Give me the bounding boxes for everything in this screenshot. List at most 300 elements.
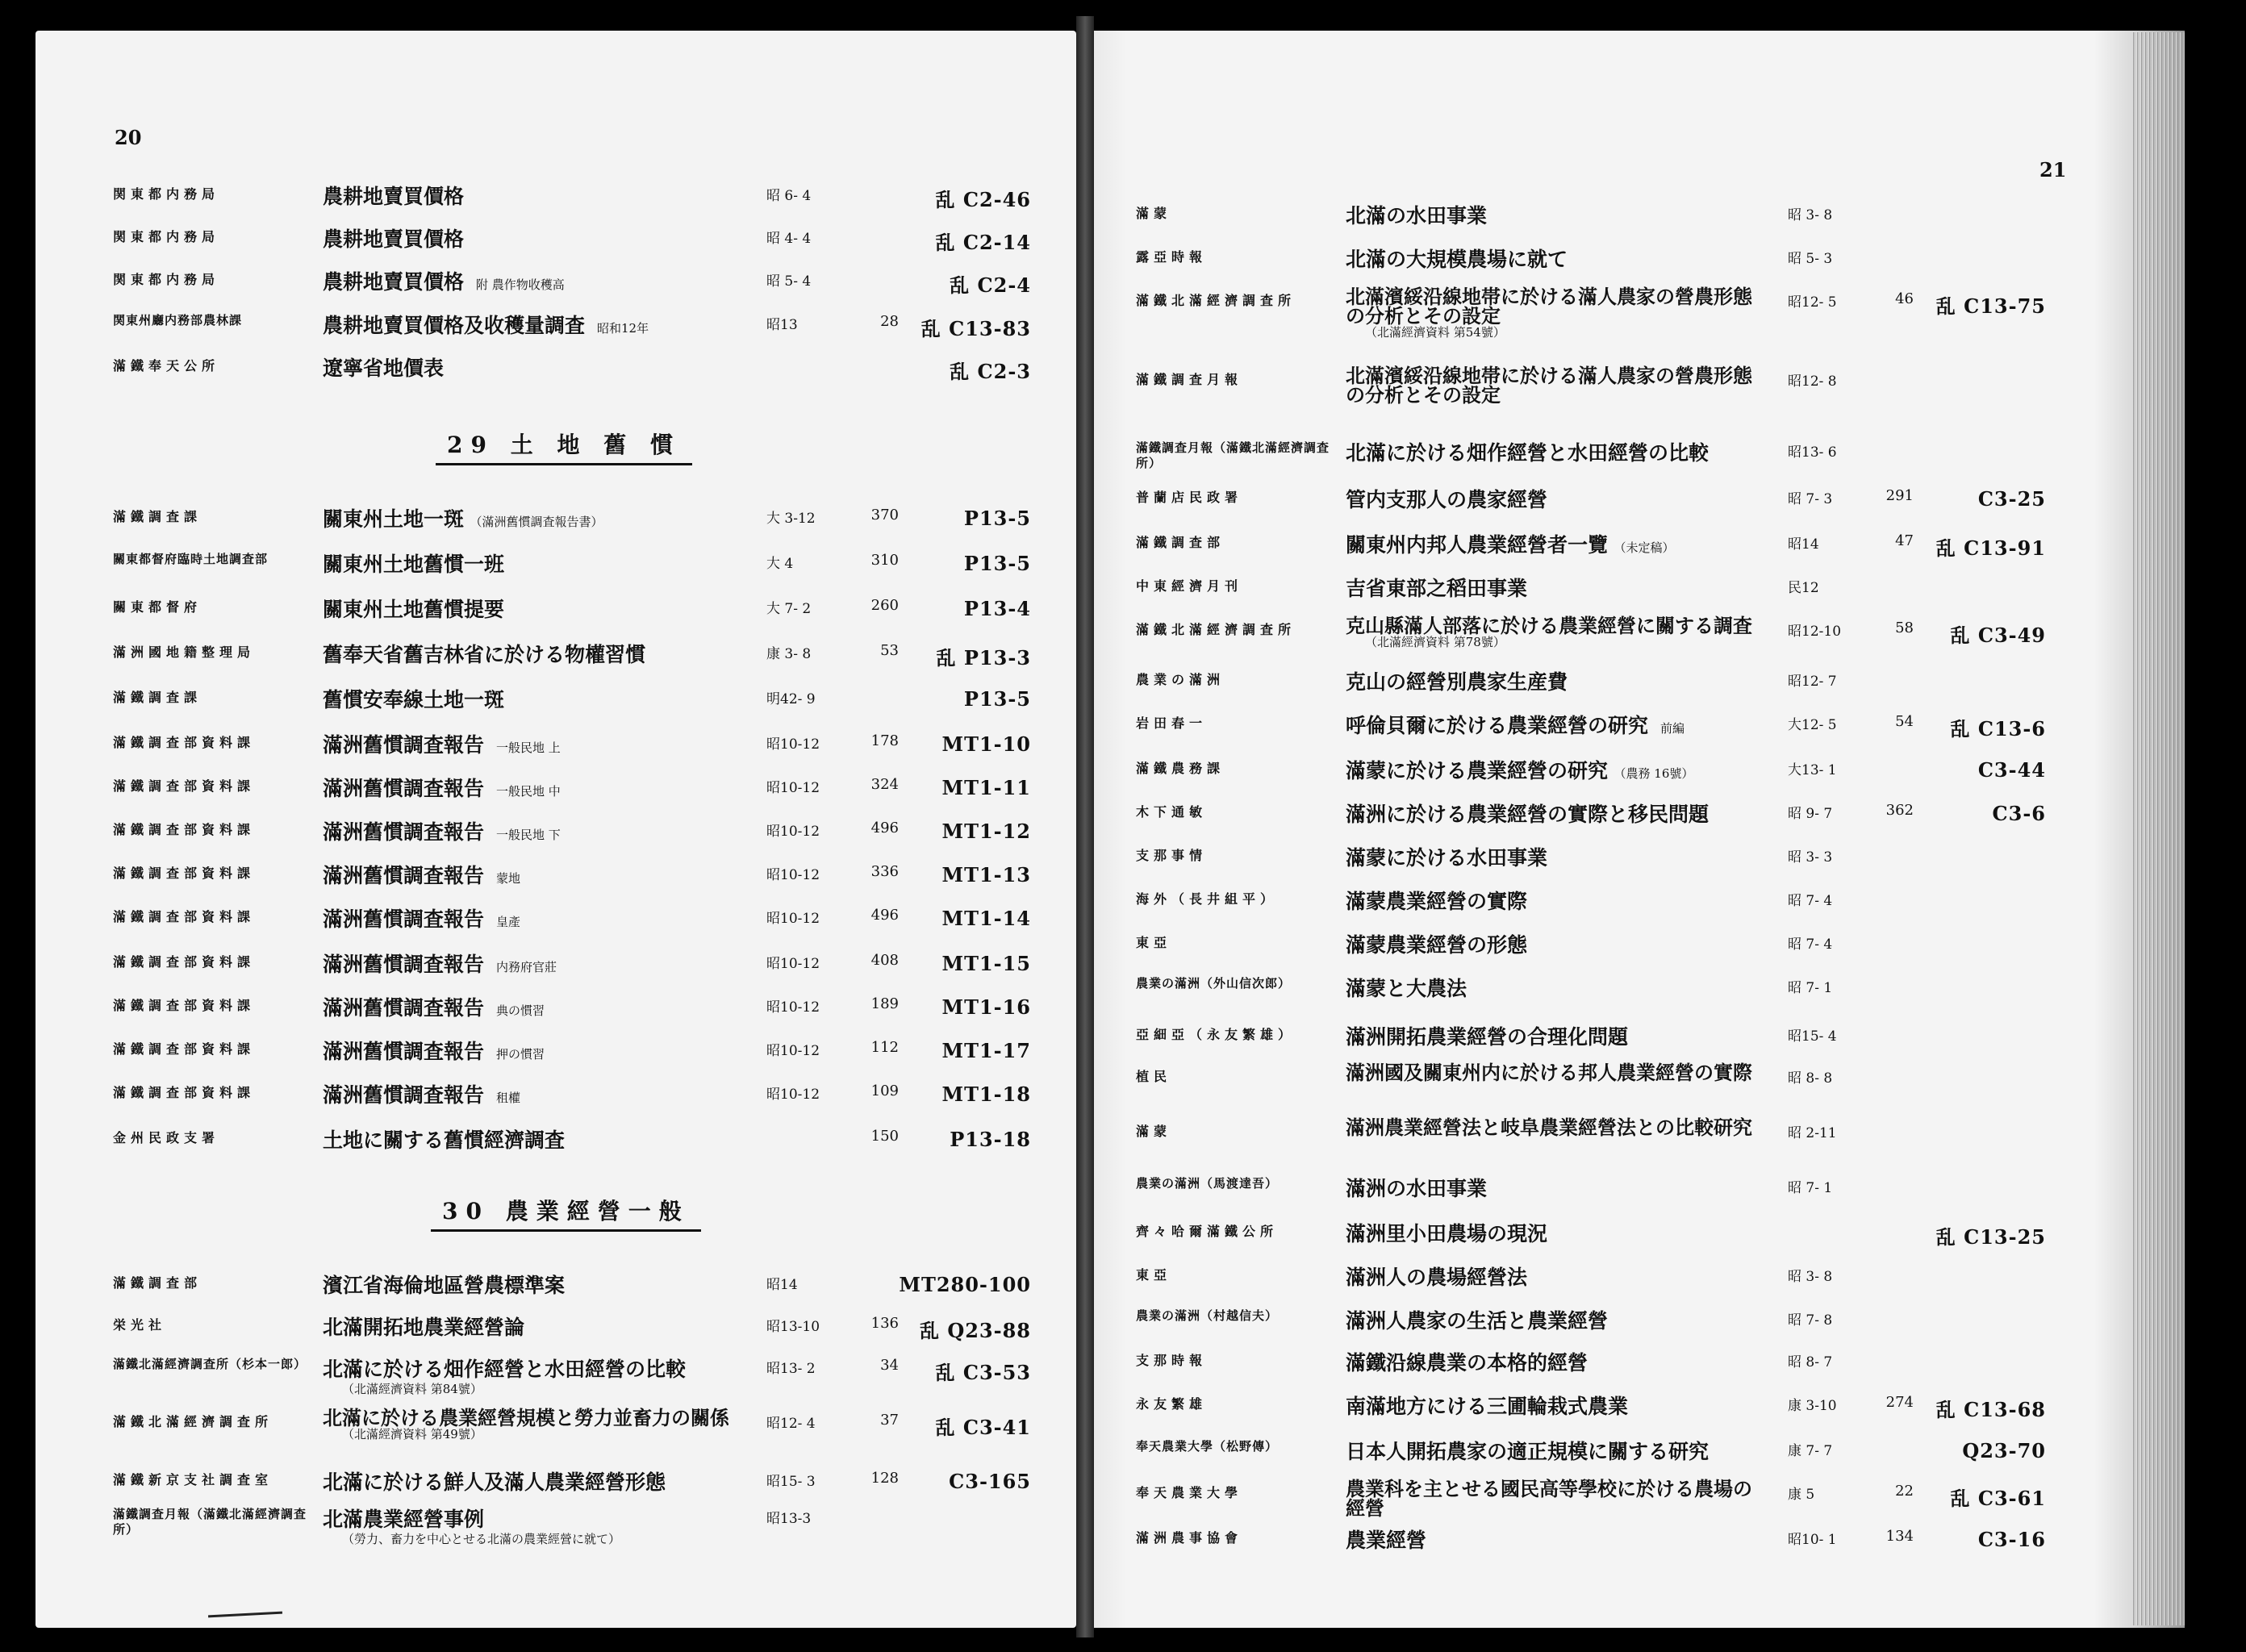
entry-date: 康 3-10 bbox=[1788, 1398, 1837, 1414]
entry-date: 昭 7- 1 bbox=[1788, 1180, 1833, 1196]
entry-pages: 128 bbox=[870, 1470, 899, 1487]
entry-call-number: MT1-16 bbox=[941, 995, 1031, 1019]
entry-row bbox=[1094, 713, 2185, 753]
entry-row bbox=[1094, 1024, 2185, 1065]
left-page bbox=[35, 31, 1076, 1628]
entry-call-number: 乱 C2-4 bbox=[950, 273, 1031, 297]
entry-date: 大 3-12 bbox=[766, 511, 816, 527]
entry-subnote: （勞力、畜力を中心とせる北滿の農業經營に就て） bbox=[342, 1532, 621, 1546]
entry-org: 滿鐵調查部資料課 bbox=[113, 998, 256, 1013]
entry-org: 東亞 bbox=[1136, 1267, 1172, 1283]
entry-org: 中東經濟月刊 bbox=[1136, 578, 1243, 594]
entry-pages: 336 bbox=[870, 863, 899, 880]
entry-org: 農業の滿洲（馬渡達吾） bbox=[1136, 1176, 1279, 1191]
entry-pages: 112 bbox=[870, 1039, 899, 1056]
entry-org: 東亞 bbox=[1136, 935, 1172, 950]
entry-row bbox=[35, 642, 1076, 682]
entry-row bbox=[1094, 758, 2185, 799]
entry-date: 昭12- 4 bbox=[766, 1416, 816, 1432]
entry-row bbox=[35, 776, 1076, 816]
entry-org: 奉天農業大學（松野傳） bbox=[1136, 1439, 1279, 1454]
entry-org: 農業の滿洲（外山信次郎） bbox=[1136, 976, 1292, 991]
entry-row bbox=[35, 687, 1076, 728]
entry-call-number: 乱 C3-49 bbox=[1950, 624, 2046, 647]
entry-row bbox=[1094, 1061, 2185, 1107]
entry-row bbox=[35, 952, 1076, 992]
entry-org: 滿鐵奉天公所 bbox=[113, 358, 220, 373]
entry-org: 滿鐵新京支社調査室 bbox=[113, 1472, 273, 1487]
entry-date: 昭 5- 4 bbox=[766, 273, 812, 290]
entry-call-number: 乱 C13-91 bbox=[1935, 536, 2046, 560]
entry-pages: 274 bbox=[1885, 1394, 1914, 1411]
entry-title: 克山縣滿人部落に於ける農業經營に關する調査 （北滿經濟資料 第78號） bbox=[1346, 616, 1765, 649]
entry-call-number: C3-165 bbox=[949, 1470, 1031, 1493]
entry-subnote: （北滿經濟資料 第84號） bbox=[342, 1382, 482, 1396]
entry-row bbox=[1094, 1221, 2185, 1262]
entry-call-number: MT1-13 bbox=[941, 863, 1031, 886]
entry-org: 滿鐵調查部資料課 bbox=[113, 822, 256, 837]
entry-pages: 324 bbox=[870, 776, 899, 793]
entry-title: 濱江省海倫地區營農標準案 bbox=[323, 1274, 566, 1297]
entry-org: 岩田春一 bbox=[1136, 715, 1208, 731]
page-edges bbox=[2131, 32, 2185, 1625]
entry-org: 支那事情 bbox=[1136, 848, 1208, 863]
entry-row bbox=[1094, 1439, 2185, 1479]
entry-date: 昭 6- 4 bbox=[766, 188, 812, 204]
entry-date: 昭12-10 bbox=[1788, 624, 1842, 640]
entry-title: 北滿農業經營事例 （勞力、畜力を中心とせる北滿の農業經營に就て） bbox=[323, 1508, 621, 1546]
entry-title: 吉省東部之稻田事業 bbox=[1346, 577, 1528, 600]
entry-row bbox=[1094, 976, 2185, 1016]
entry-pages: 47 bbox=[1895, 532, 1914, 549]
entry-date: 昭 8- 8 bbox=[1788, 1070, 1833, 1087]
entry-date: 昭12- 7 bbox=[1788, 674, 1837, 690]
entry-row bbox=[35, 820, 1076, 860]
entry-title: 滿洲舊慣調査報告 一般民地 中 bbox=[323, 777, 561, 800]
entry-date: 昭12- 5 bbox=[1788, 294, 1837, 311]
entry-row bbox=[35, 1357, 1076, 1397]
entry-row bbox=[1094, 802, 2185, 842]
entry-title: 管内支那人の農家經營 bbox=[1346, 488, 1548, 511]
entry-title: 北滿に於ける農業經營規模と勞力並畜力の關係 （北滿經濟資料 第49號） bbox=[323, 1408, 742, 1441]
entry-note: 一般民地 中 bbox=[484, 784, 561, 799]
entry-call-number: 乱 C3-41 bbox=[935, 1416, 1031, 1439]
entry-title: 關東州内邦人農業經營者一覽 （未定稿） bbox=[1346, 533, 1675, 557]
entry-title: 滿蒙に於ける農業經營の研究 （農務 16號） bbox=[1346, 759, 1694, 782]
entry-call-number: C3-25 bbox=[1977, 487, 2046, 511]
entry-date: 昭 2-11 bbox=[1788, 1125, 1837, 1141]
entry-title: 滿洲人の農場經營法 bbox=[1346, 1266, 1528, 1289]
entry-title: 滿蒙と大農法 bbox=[1346, 977, 1467, 1000]
entry-call-number: 乱 C2-14 bbox=[935, 231, 1031, 254]
entry-pages: 58 bbox=[1895, 620, 1914, 636]
entry-row bbox=[35, 1315, 1076, 1355]
entry-org: 滿鐵調査月報（滿鐵北滿經濟調査所） bbox=[113, 1507, 307, 1537]
entry-date: 昭15- 3 bbox=[766, 1474, 816, 1490]
entry-pages: 109 bbox=[870, 1083, 899, 1099]
entry-date: 大12- 5 bbox=[1788, 717, 1837, 733]
entry-pages: 28 bbox=[880, 313, 899, 330]
entry-call-number: MT280-100 bbox=[899, 1273, 1031, 1296]
entry-row bbox=[1094, 845, 2185, 886]
entry-date: 昭13- 2 bbox=[766, 1361, 816, 1377]
entry-row bbox=[1094, 247, 2185, 287]
entry-title: 滿洲舊慣調査報告 蒙地 bbox=[323, 864, 521, 887]
entry-call-number: P13-5 bbox=[963, 552, 1031, 575]
entry-org: 関東都内務局 bbox=[113, 272, 220, 287]
entry-org: 齊々哈爾滿鐵公所 bbox=[1136, 1224, 1279, 1239]
entry-note: 一般民地 下 bbox=[484, 828, 561, 842]
pen-stroke bbox=[208, 1612, 282, 1618]
entry-row bbox=[1094, 576, 2185, 616]
entry-row bbox=[35, 313, 1076, 353]
entry-date: 昭10-12 bbox=[766, 824, 820, 840]
entry-org: 滿洲國地籍整理局 bbox=[113, 645, 256, 660]
entry-row bbox=[1094, 364, 2185, 410]
entry-date: 大13- 1 bbox=[1788, 762, 1837, 778]
entry-title: 北滿に於ける畑作經營と水田經營の比較 （北滿經濟資料 第84號） bbox=[323, 1358, 687, 1396]
entry-org: 滿鐵農務課 bbox=[1136, 761, 1225, 776]
entry-pages: 22 bbox=[1895, 1483, 1914, 1500]
entry-org: 滿鐵調查部資料課 bbox=[113, 735, 256, 750]
entry-row bbox=[35, 227, 1076, 267]
entry-date: 昭 7- 4 bbox=[1788, 893, 1833, 909]
entry-pages: 291 bbox=[1885, 487, 1914, 504]
entry-title: 農耕地賣買價格 bbox=[323, 185, 465, 208]
entry-org: 滿鐵北滿經濟調査所（杉本一郎） bbox=[113, 1357, 307, 1371]
entry-row bbox=[35, 507, 1076, 547]
entry-org: 関東都内務局 bbox=[113, 229, 220, 244]
entry-date: 大 7- 2 bbox=[766, 601, 812, 617]
entry-call-number: 乱 C3-53 bbox=[935, 1361, 1031, 1384]
entry-org: 滿鐵調查部資料課 bbox=[113, 954, 256, 970]
entry-pages: 408 bbox=[870, 952, 899, 969]
entry-org: 滿鐵北滿經濟調査所 bbox=[113, 1414, 273, 1429]
entry-row bbox=[35, 1406, 1076, 1452]
entry-org: 亞細亞（永友繁雄） bbox=[1136, 1027, 1296, 1042]
entry-title: 農耕地賣買價格及收穫量調査 昭和12年 bbox=[323, 314, 649, 337]
entry-date: 昭15- 4 bbox=[1788, 1028, 1837, 1045]
entry-row bbox=[35, 597, 1076, 637]
entry-row bbox=[1094, 1477, 2185, 1523]
entry-row bbox=[35, 356, 1076, 396]
entry-row bbox=[35, 269, 1076, 310]
entry-call-number: MT1-15 bbox=[941, 952, 1031, 975]
entry-pages: 496 bbox=[870, 820, 899, 836]
entry-row bbox=[35, 184, 1076, 224]
entry-call-number: MT1-14 bbox=[941, 907, 1031, 930]
entry-subnote: （北滿經濟資料 第54號） bbox=[1365, 325, 1505, 340]
entry-note: 一般民地 上 bbox=[484, 740, 561, 755]
entry-pages: 370 bbox=[870, 507, 899, 524]
entry-row bbox=[35, 995, 1076, 1036]
entry-title: 北滿の大規模農場に就て bbox=[1346, 248, 1568, 271]
entry-call-number: MT1-17 bbox=[941, 1039, 1031, 1062]
page-number: 21 bbox=[2039, 158, 2067, 181]
entry-date: 康 7- 7 bbox=[1788, 1443, 1833, 1459]
entry-org: 滿蒙 bbox=[1136, 1124, 1172, 1139]
entry-org: 植民 bbox=[1136, 1069, 1172, 1084]
entry-date: 昭14 bbox=[1788, 536, 1819, 553]
page-number: 20 bbox=[115, 126, 142, 149]
entry-org: 栄光社 bbox=[113, 1317, 167, 1333]
entry-note: 典の慣習 bbox=[484, 1003, 545, 1018]
entry-call-number: 乱 C13-83 bbox=[921, 317, 1031, 340]
entry-title: 舊奉天省舊吉林省に於ける物權習慣 bbox=[323, 643, 646, 666]
entry-title: 滿洲舊慣調査報告 一般民地 上 bbox=[323, 733, 561, 757]
entry-title: 關東州土地舊慣一班 bbox=[323, 553, 505, 576]
entry-call-number: P13-5 bbox=[963, 507, 1031, 530]
entry-org: 滿鐵調査月報（滿鐵北滿經濟調査所） bbox=[1136, 440, 1330, 470]
entry-org: 金州民政支署 bbox=[113, 1130, 220, 1145]
entry-row bbox=[1094, 932, 2185, 973]
entry-org: 滿鐵調查部資料課 bbox=[113, 1085, 256, 1100]
entry-call-number: 乱 C2-46 bbox=[935, 188, 1031, 211]
entry-title: 農耕地賣買價格 附 農作物收穫高 bbox=[323, 270, 565, 294]
entry-note: 租權 bbox=[484, 1091, 521, 1105]
entry-title: 滿蒙農業經營の形態 bbox=[1346, 933, 1528, 957]
entry-row bbox=[35, 1507, 1076, 1547]
entry-title: 舊慣安奉線土地一斑 bbox=[323, 688, 505, 711]
entry-org: 永友繁雄 bbox=[1136, 1396, 1208, 1412]
entry-org: 關東都督府 bbox=[113, 599, 202, 615]
entry-row bbox=[1094, 614, 2185, 660]
entry-note: 昭和12年 bbox=[585, 321, 649, 336]
entry-call-number: MT1-18 bbox=[941, 1083, 1031, 1106]
entry-title: 滿蒙農業經營の實際 bbox=[1346, 890, 1528, 913]
entry-pages: 34 bbox=[880, 1357, 899, 1374]
entry-org: 滿鐵北滿經濟調査所 bbox=[1136, 293, 1296, 308]
book-spine bbox=[1076, 16, 1094, 1637]
entry-date: 昭 7- 3 bbox=[1788, 491, 1833, 507]
entry-date: 昭 3- 8 bbox=[1788, 1269, 1833, 1285]
entry-row bbox=[1094, 487, 2185, 528]
entry-row bbox=[1094, 889, 2185, 929]
entry-org: 海外（長井組平） bbox=[1136, 891, 1279, 907]
entry-title: 滿洲里小田農場の現況 bbox=[1346, 1222, 1548, 1245]
entry-row bbox=[35, 1128, 1076, 1168]
entry-date: 民12 bbox=[1788, 580, 1819, 596]
entry-call-number: 乱 C13-68 bbox=[1935, 1398, 2046, 1421]
entry-row bbox=[1094, 1176, 2185, 1216]
entry-title: 滿洲舊慣調査報告 租權 bbox=[323, 1083, 521, 1107]
entry-org: 支那時報 bbox=[1136, 1353, 1208, 1368]
right-page bbox=[1094, 31, 2185, 1628]
entry-row bbox=[35, 552, 1076, 592]
entry-call-number: P13-18 bbox=[950, 1128, 1031, 1151]
entry-call-number: C3-44 bbox=[1977, 758, 2046, 782]
entry-date: 昭13 bbox=[766, 317, 798, 333]
entry-title: 關東州土地舊慣提要 bbox=[323, 598, 505, 621]
entry-date: 昭12- 8 bbox=[1788, 373, 1837, 390]
entry-date: 昭10-12 bbox=[766, 999, 820, 1016]
entry-note: 押の慣習 bbox=[484, 1047, 545, 1062]
entry-row bbox=[1094, 1350, 2185, 1391]
entry-pages: 150 bbox=[870, 1128, 899, 1145]
entry-pages: 178 bbox=[870, 732, 899, 749]
entry-row bbox=[1094, 1394, 2185, 1434]
entry-row bbox=[35, 1273, 1076, 1313]
entry-pages: 53 bbox=[880, 642, 899, 659]
entry-date: 昭13- 6 bbox=[1788, 444, 1837, 461]
entry-pages: 260 bbox=[870, 597, 899, 614]
entry-date: 昭10-12 bbox=[766, 736, 820, 753]
entry-pages: 310 bbox=[870, 552, 899, 569]
entry-title: 北滿濱綏沿線地帯に於ける滿人農家の營農形態の分析とその設定 bbox=[1346, 364, 1752, 407]
entry-row bbox=[1094, 532, 2185, 573]
entry-date: 昭 7- 1 bbox=[1788, 980, 1833, 996]
entry-row bbox=[35, 1083, 1076, 1123]
entry-org: 関東都内務局 bbox=[113, 186, 220, 202]
entry-row bbox=[1094, 1528, 2185, 1568]
entry-row bbox=[1094, 670, 2185, 710]
entry-call-number: C3-16 bbox=[1977, 1528, 2046, 1551]
entry-org: 關東都督府臨時土地調査部 bbox=[113, 552, 269, 566]
entry-note: （農務 16號） bbox=[1608, 766, 1694, 781]
entry-date: 昭 7- 4 bbox=[1788, 937, 1833, 953]
entry-date: 昭10- 1 bbox=[1788, 1532, 1837, 1548]
entry-pages: 37 bbox=[880, 1412, 899, 1429]
entry-row bbox=[1094, 1265, 2185, 1305]
entry-title: 滿蒙に於ける水田事業 bbox=[1346, 846, 1548, 870]
entry-org: 滿鐵調査月報 bbox=[1136, 372, 1243, 387]
entry-date: 昭10-12 bbox=[766, 780, 820, 796]
entry-title: 土地に關する舊慣經濟調査 bbox=[323, 1128, 566, 1152]
entry-org: 滿鐵調査部 bbox=[1136, 535, 1225, 550]
entry-note: 附 農作物收穫高 bbox=[464, 277, 565, 292]
entry-date: 昭10-12 bbox=[766, 1043, 820, 1059]
entry-title: 農業科を主とせる國民高等學校に於ける農場の經營 bbox=[1346, 1477, 1752, 1520]
section-heading-30: 30 農業經營一般 bbox=[431, 1194, 701, 1232]
entry-row bbox=[35, 863, 1076, 903]
entry-date: 昭 3- 8 bbox=[1788, 207, 1833, 223]
entry-date: 昭 5- 3 bbox=[1788, 251, 1833, 267]
entry-subnote: （北滿經濟資料 第49號） bbox=[342, 1427, 482, 1441]
entry-title: 滿洲人農家の生活と農業經營 bbox=[1346, 1309, 1609, 1333]
entry-date: 康 5 bbox=[1788, 1487, 1815, 1503]
entry-org: 普蘭店民政署 bbox=[1136, 490, 1243, 505]
entry-pages: 496 bbox=[870, 907, 899, 924]
entry-title: 滿鐵沿線農業の本格的經營 bbox=[1346, 1351, 1588, 1375]
entry-date: 昭13-3 bbox=[766, 1511, 812, 1527]
entry-call-number: 乱 P13-3 bbox=[936, 646, 1031, 670]
entry-title: 滿洲舊慣調査報告 押の慣習 bbox=[323, 1040, 545, 1063]
entry-date: 昭10-12 bbox=[766, 1087, 820, 1103]
entry-title: 克山の經營別農家生産費 bbox=[1346, 670, 1568, 694]
entry-date: 昭10-12 bbox=[766, 867, 820, 883]
entry-note: 皇產 bbox=[484, 915, 521, 929]
entry-call-number: P13-4 bbox=[963, 597, 1031, 620]
entry-call-number: 乱 Q23-88 bbox=[919, 1319, 1031, 1342]
entry-call-number: 乱 C13-6 bbox=[1950, 717, 2046, 740]
entry-title: 滿洲開拓農業經營の合理化問題 bbox=[1346, 1025, 1629, 1049]
entry-pages: 54 bbox=[1895, 713, 1914, 730]
entry-org: 農業の滿洲 bbox=[1136, 672, 1225, 687]
entry-call-number: MT1-11 bbox=[941, 776, 1031, 799]
entry-title: 北滿濱綏沿線地帯に於ける滿人農家の營農形態の分析とその設定 （北滿經濟資料 第54號） bbox=[1346, 287, 1765, 340]
entry-org: 滿洲農事協會 bbox=[1136, 1530, 1243, 1546]
entry-call-number: P13-5 bbox=[963, 687, 1031, 711]
entry-pages: 362 bbox=[1885, 802, 1914, 819]
entry-title: 滿洲に於ける農業經營の實際と移民問題 bbox=[1346, 803, 1710, 826]
entry-org: 滿鐵調查部資料課 bbox=[113, 866, 256, 881]
entry-pages: 134 bbox=[1885, 1528, 1914, 1545]
entry-title: 北滿開拓地農業經營論 bbox=[323, 1316, 525, 1339]
entry-org: 滿鐵調查部資料課 bbox=[113, 778, 256, 794]
entry-pages: 136 bbox=[870, 1315, 899, 1332]
entry-row bbox=[35, 907, 1076, 947]
entry-row bbox=[1094, 440, 2185, 481]
section-heading-29: 29 土 地 舊 慣 bbox=[436, 428, 692, 465]
entry-date: 昭 9- 7 bbox=[1788, 806, 1833, 822]
entry-title: 北滿の水田事業 bbox=[1346, 204, 1488, 227]
entry-date: 昭 3- 3 bbox=[1788, 849, 1833, 866]
entry-call-number: 乱 C13-25 bbox=[1935, 1225, 2046, 1249]
entry-subnote: （北滿經濟資料 第78號） bbox=[1365, 635, 1505, 649]
entry-note: （未定稿） bbox=[1608, 540, 1675, 555]
entry-org: 滿鐵北滿經濟調査所 bbox=[1136, 622, 1296, 637]
entry-org: 農業の滿洲（村越信夫） bbox=[1136, 1308, 1279, 1323]
entry-row bbox=[1094, 1116, 2185, 1162]
entry-row bbox=[1094, 285, 2185, 340]
entry-note: （滿洲舊慣調査報告書） bbox=[464, 515, 603, 529]
entry-note: 前編 bbox=[1648, 721, 1685, 736]
entry-title: 滿洲農業經營法と岐阜農業經營法との比較研究 bbox=[1346, 1116, 1752, 1139]
entry-date: 康 3- 8 bbox=[766, 646, 812, 662]
entry-call-number: 乱 C13-75 bbox=[1935, 294, 2046, 318]
entry-title: 滿洲國及關東州内に於ける邦人農業經營の實際 bbox=[1346, 1061, 1752, 1084]
entry-date: 明42- 9 bbox=[766, 691, 816, 707]
entry-title: 滿洲舊慣調査報告 皇產 bbox=[323, 907, 521, 931]
entry-org: 滿鐵調査課 bbox=[113, 509, 202, 524]
entry-title: 呼倫貝爾に於ける農業經營の研究 前編 bbox=[1346, 714, 1685, 737]
entry-title: 日本人開拓農家の適正規模に關する研究 bbox=[1346, 1440, 1710, 1463]
entry-title: 農耕地賣買價格 bbox=[323, 227, 465, 251]
entry-title: 遼寧省地價表 bbox=[323, 357, 445, 380]
entry-date: 昭10-12 bbox=[766, 956, 820, 972]
entry-pages: 189 bbox=[870, 995, 899, 1012]
entry-org: 奉天農業大學 bbox=[1136, 1485, 1243, 1500]
entry-org: 滿鐵調查部資料課 bbox=[113, 909, 256, 924]
entry-title: 滿洲の水田事業 bbox=[1346, 1177, 1488, 1200]
entry-org: 滿蒙 bbox=[1136, 206, 1172, 221]
entry-title: 農業經營 bbox=[1346, 1529, 1427, 1552]
entry-row bbox=[1094, 203, 2185, 244]
entry-title: 關東州土地一斑 （滿洲舊慣調査報告書） bbox=[323, 507, 603, 531]
entry-date: 昭 7- 8 bbox=[1788, 1312, 1833, 1329]
entry-call-number: C3-6 bbox=[1992, 802, 2046, 825]
entry-date: 大 4 bbox=[766, 556, 794, 572]
entry-date: 昭13-10 bbox=[766, 1319, 820, 1335]
entry-org: 滿鐵調査部 bbox=[113, 1275, 202, 1291]
entry-note: 蒙地 bbox=[484, 871, 521, 886]
entry-title: 滿洲舊慣調査報告 典の慣習 bbox=[323, 996, 545, 1020]
entry-title: 北滿に於ける畑作經營と水田經營の比較 bbox=[1346, 441, 1710, 465]
entry-row bbox=[1094, 1308, 2185, 1349]
entry-org: 露亞時報 bbox=[1136, 249, 1208, 265]
entry-date: 昭 4- 4 bbox=[766, 231, 812, 247]
entry-call-number: MT1-12 bbox=[941, 820, 1031, 843]
entry-call-number: 乱 C2-3 bbox=[950, 360, 1031, 383]
entry-call-number: 乱 C3-61 bbox=[1950, 1487, 2046, 1510]
entry-title: 滿洲舊慣調査報告 内務府官莊 bbox=[323, 953, 557, 976]
entry-pages: 46 bbox=[1895, 290, 1914, 307]
entry-title: 南滿地方にける三圃輪栽式農業 bbox=[1346, 1395, 1629, 1418]
entry-org: 関東州廳内務部農林課 bbox=[113, 313, 243, 327]
entry-org: 木下通敏 bbox=[1136, 804, 1208, 820]
entry-title: 北滿に於ける鮮人及滿人農業經營形態 bbox=[323, 1471, 666, 1494]
entry-row bbox=[35, 1039, 1076, 1079]
